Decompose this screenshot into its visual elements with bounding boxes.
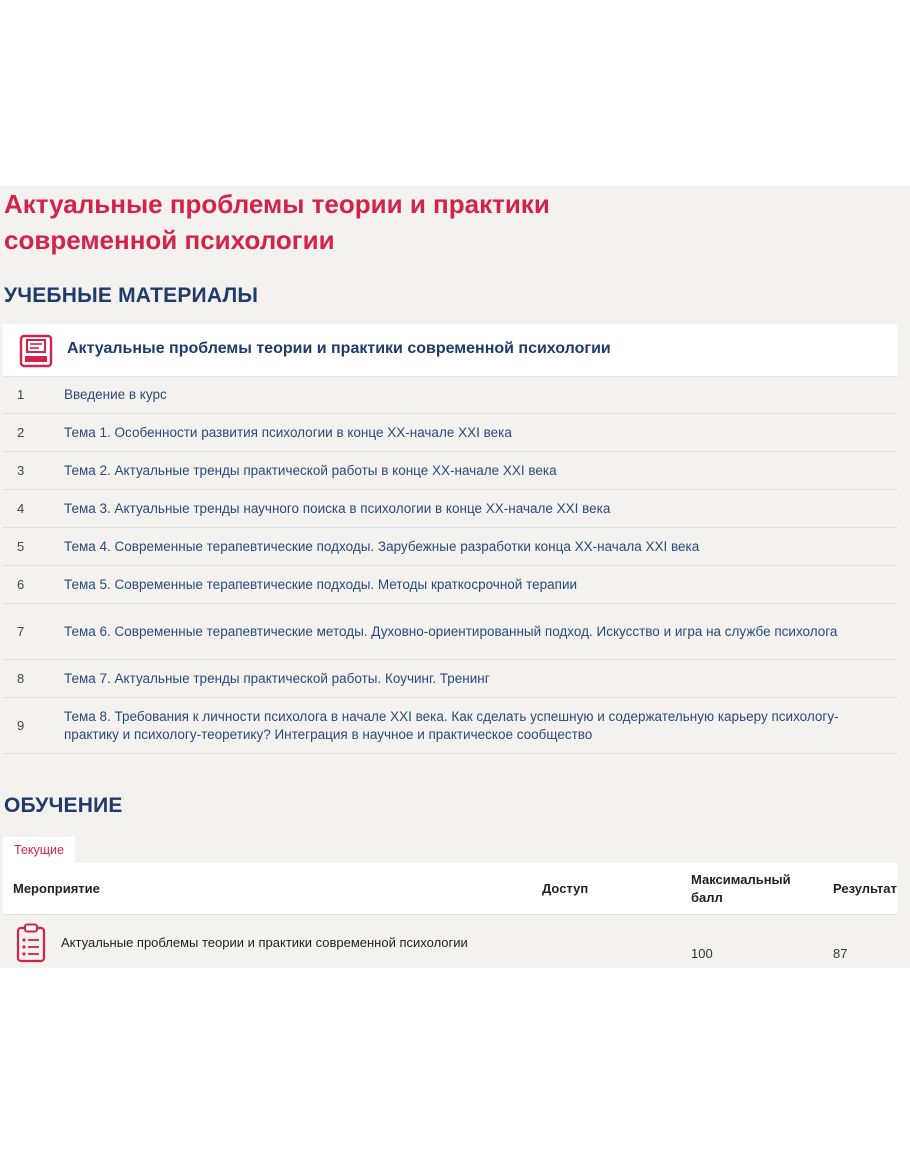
result-value: 87: [833, 946, 848, 961]
topic-link[interactable]: Тема 7. Актуальные тренды практической работы. Коучинг. Тренинг: [64, 670, 490, 686]
book-icon: [19, 334, 53, 368]
topic-number: 8: [17, 671, 25, 686]
materials-heading: УЧЕБНЫЕ МАТЕРИАЛЫ: [4, 284, 259, 307]
topics-list: [3, 376, 897, 754]
topic-number: 1: [17, 387, 25, 402]
topic-row[interactable]: [3, 698, 897, 754]
column-header-access: Доступ: [542, 881, 589, 896]
topic-row[interactable]: [3, 414, 897, 452]
learning-heading: ОБУЧЕНИЕ: [4, 794, 123, 817]
topic-link[interactable]: Тема 6. Современные терапевтические методы. Духовно-ориентированный подход. Искусство и игра на службе психолога: [64, 623, 838, 639]
clipboard-list-icon: [15, 923, 47, 963]
topic-number: 4: [17, 501, 25, 516]
topic-row[interactable]: [3, 528, 897, 566]
materials-card-header[interactable]: [3, 324, 897, 377]
table-header: [3, 863, 897, 915]
table-row[interactable]: [3, 915, 897, 968]
topic-row[interactable]: [3, 566, 897, 604]
topic-link[interactable]: Тема 1. Особенности развития психологии в конце XX-начале XXI века: [64, 424, 512, 440]
topic-link[interactable]: Тема 2. Актуальные тренды практической работы в конце XX-начале XXI века: [64, 462, 557, 478]
topic-link[interactable]: Тема 5. Современные терапевтические подходы. Методы краткосрочной терапии: [64, 576, 578, 592]
column-header-result: Результат: [833, 881, 897, 896]
topic-link[interactable]: Тема 3. Актуальные тренды научного поиска в психологии в конце XX-начале XXI века: [64, 500, 611, 516]
topic-row[interactable]: [3, 452, 897, 490]
topic-link[interactable]: Тема 8. Требования к личности психолога в начале XXI века. Как сделать успешную и содержательную карьеру психологу-практику и психологу-теоретику? Интеграция в научное и практическое сообщество: [64, 708, 839, 742]
column-header-event: Мероприятие: [13, 881, 100, 896]
topic-row[interactable]: [3, 376, 897, 414]
topic-number: 2: [17, 425, 25, 440]
topic-number: 6: [17, 577, 25, 592]
topic-link[interactable]: Тема 4. Современные терапевтические подходы. Зарубежные разработки конца XX-начала XXI века: [64, 538, 700, 554]
topic-row[interactable]: [3, 604, 897, 660]
topic-number: 5: [17, 539, 25, 554]
column-header-max-score: Максимальный балл: [691, 872, 791, 905]
topic-number: 9: [17, 718, 25, 733]
max-score-value: 100: [691, 946, 713, 961]
event-link[interactable]: Актуальные проблемы теории и практики современной психологии: [61, 935, 468, 950]
course-title: Актуальные проблемы теории и практики современной психологии: [4, 189, 550, 255]
topic-row[interactable]: [3, 490, 897, 528]
course-page: [0, 186, 910, 968]
topic-number: 3: [17, 463, 25, 478]
tab-current[interactable]: Текущие: [3, 837, 75, 863]
topic-row[interactable]: [3, 660, 897, 698]
materials-card-title: Актуальные проблемы теории и практики современной психологии: [67, 340, 611, 357]
topic-link[interactable]: Введение в курс: [64, 386, 167, 402]
topic-number: 7: [17, 624, 25, 639]
